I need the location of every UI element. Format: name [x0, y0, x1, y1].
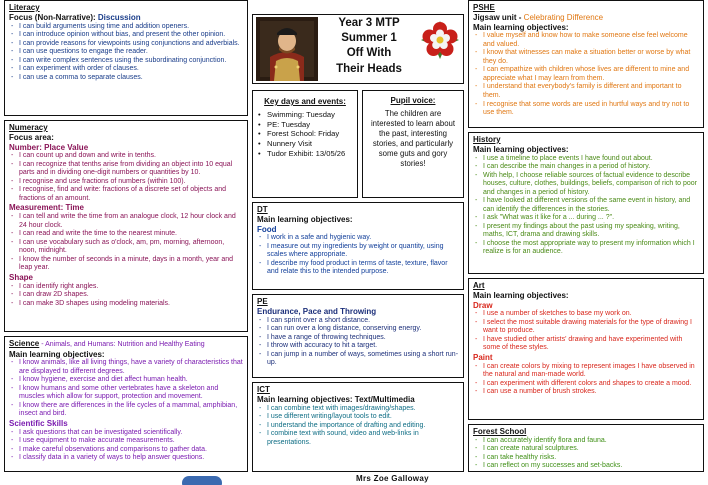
- list-item: - I ask "What was it like for a ... during ... ?".: [473, 214, 699, 223]
- pupil-voice-text: The children are interested to learn about the past, interesting stories, and particularly some guts and gory stories!: [370, 108, 456, 169]
- list-item: - I know there are differences in the life cycles of a mammal, amphibian, insect and bird.: [9, 402, 243, 419]
- science-list: [9, 359, 243, 419]
- list-item: - I recognise that some words are used in hurtful ways and try not to use them.: [473, 101, 699, 118]
- pupil-voice-title: Pupil voice:: [390, 96, 436, 105]
- list-item: - I use a timeline to place events I have found out about.: [473, 155, 699, 164]
- literacy-list: [9, 23, 243, 83]
- list-item: - I can tell and write the time from an analogue clock, 12 hour clock and 24 hour clock.: [9, 213, 243, 230]
- literacy-panel: [4, 0, 248, 116]
- list-item: - I know that witnesses can make a situation better or worse by what they do.: [473, 49, 699, 66]
- list-item: - I can accurately identify flora and fauna.: [473, 437, 699, 446]
- pshe-unit-prefix: Jigsaw unit -: [473, 12, 524, 22]
- art-section-heading: Draw: [473, 300, 493, 310]
- page-title-line: Their Heads: [336, 62, 402, 75]
- page-footer: [0, 474, 708, 485]
- list-item: - I use a number of sketches to base my work on.: [473, 310, 699, 319]
- list-item: - I can experiment with order of clauses.: [9, 65, 243, 74]
- list-item: - I can sprint over a short distance.: [257, 317, 459, 326]
- list-item: - I use equipment to make accurate measurements.: [9, 437, 243, 446]
- list-item: - I can build arguments using time and addition openers.: [9, 23, 243, 32]
- list-item: - I know humans and some other vertebrates have a skeleton and muscles which allow for support, protection and movement.: [9, 385, 243, 402]
- pe-panel: [252, 294, 464, 378]
- list-item: - I throw with accuracy to hit a target.: [257, 342, 459, 351]
- key-days-title: Key days and events:: [264, 97, 346, 106]
- dt-subheading: Food: [257, 224, 277, 234]
- list-item: • PE: Tuesday: [257, 120, 353, 130]
- art-panel: [468, 278, 704, 420]
- page-title-line: Year 3 MTP: [338, 17, 400, 29]
- science-topic: - Animals, and Humans: Nutrition and Healthy Eating: [39, 341, 205, 348]
- dt-title: DT: [257, 205, 268, 214]
- page-title: [322, 16, 416, 77]
- art-title: Art: [473, 281, 485, 290]
- list-item: - I can introduce opinion without bias, and present the other opinion.: [9, 31, 243, 40]
- science-objectives-label: Main learning objectives:: [9, 349, 105, 359]
- pshe-list: [473, 32, 699, 117]
- list-item: - I present my findings about the past using my speaking, writing, maths, ICT, drama and drawing skills.: [473, 223, 699, 240]
- numeracy-list-time: [9, 213, 243, 273]
- dt-panel: [252, 202, 464, 290]
- list-item: - I know hygiene, exercise and diet affect human health.: [9, 376, 243, 385]
- list-item: - I have a range of throwing techniques.: [257, 334, 459, 343]
- history-title: History: [473, 135, 501, 144]
- pe-list: [257, 317, 459, 368]
- list-item: - I can identify right angles.: [9, 283, 243, 292]
- portrait-image: [256, 17, 318, 81]
- list-item: - I can read and write the time to the nearest minute.: [9, 230, 243, 239]
- list-item: - I can draw 2D shapes.: [9, 291, 243, 300]
- king-portrait-icon: [256, 17, 318, 81]
- key-days-panel: [252, 90, 358, 198]
- list-item: - I can describe the main changes in a period of history.: [473, 163, 699, 172]
- pshe-objectives-label: Main learning objectives:: [473, 22, 569, 32]
- key-days-list: [257, 110, 353, 159]
- forest-school-title: Forest School: [473, 427, 527, 436]
- list-item: • Forest School: Friday: [257, 129, 353, 139]
- list-item: - I choose the most appropriate way to present my information which I realize is for an audience.: [473, 240, 699, 257]
- list-item: - I select the most suitable drawing materials for the type of drawing I want to produce.: [473, 319, 699, 336]
- list-item: - I can use vocabulary such as o'clock, am, pm, morning, afternoon, noon, midnight.: [9, 239, 243, 256]
- list-item: - I understand that everybody's family is different and important to them.: [473, 83, 699, 100]
- list-item: - I can jump in a number of ways, sometimes using a short run-up.: [257, 351, 459, 368]
- ict-title: ICT: [257, 385, 270, 394]
- list-item: - I have studied other artists' drawing and have experimented with some of these styles.: [473, 336, 699, 353]
- science-skills-list: [9, 429, 243, 463]
- history-list: [473, 155, 699, 257]
- numeracy-list-place-value: [9, 152, 243, 203]
- pshe-title: PSHE: [473, 3, 495, 12]
- list-item: - I can combine text with images/drawing/shapes.: [257, 405, 459, 414]
- list-item: • Swimming: Tuesday: [257, 110, 353, 120]
- list-item: - I can provide reasons for viewpoints using conjunctions and adverbials.: [9, 40, 243, 49]
- list-item: - I ask questions that can be investigated scientifically.: [9, 429, 243, 438]
- literacy-focus-topic: Discussion: [97, 12, 141, 22]
- literacy-title: Literacy: [9, 3, 40, 12]
- numeracy-section-heading: Measurement: Time: [9, 203, 84, 213]
- list-item: - I can experiment with different colors and shapes to create a mood.: [473, 380, 699, 389]
- numeracy-panel: [4, 120, 248, 332]
- list-item: - I can use a comma to separate clauses.: [9, 74, 243, 83]
- literacy-focus-prefix: Focus (Non-Narrative):: [9, 12, 98, 22]
- teacher-name: Mrs Zoe Galloway: [356, 474, 429, 483]
- list-item: - I combine text with sound, video and web-links in presentations.: [257, 430, 459, 447]
- ict-objectives-label: Main learning objectives: Text/Multimedia: [257, 394, 415, 404]
- list-item: - I understand the importance of drafting and editing.: [257, 422, 459, 431]
- pe-subheading: Endurance, Pace and Throwing: [257, 306, 377, 316]
- list-item: - I recognise and use fractions of numbers (within 100).: [9, 178, 243, 187]
- list-item: - I can make 3D shapes using modeling materials.: [9, 300, 243, 309]
- list-item: - I can create natural sculptures.: [473, 445, 699, 454]
- ict-list: [257, 405, 459, 448]
- list-item: - I can use a number of brush strokes.: [473, 388, 699, 397]
- list-item: - With help, I choose reliable sources of factual evidence to describe houses, culture, clothes, buildings, beliefs, comparison of rich to poor and changes in a period of history.: [473, 172, 699, 198]
- art-objectives-label: Main learning objectives:: [473, 290, 569, 300]
- list-item: - I can create colors by mixing to represent images I have observed in the natural and man-made world.: [473, 363, 699, 380]
- forest-school-list: [473, 437, 699, 471]
- dt-objectives-label: Main learning objectives:: [257, 214, 353, 224]
- page-title-line: Summer 1: [341, 32, 397, 45]
- list-item: - I describe my food product in terms of taste, texture, flavor and relate this to the intended purpose.: [257, 260, 459, 277]
- science-title: Science: [9, 339, 40, 348]
- science-header: [9, 339, 243, 350]
- list-item: - I know the number of seconds in a minute, days in a month, year and leap year.: [9, 256, 243, 273]
- science-panel: [4, 336, 248, 472]
- list-item: - I measure out my ingredients by weight or quantity, using scales where appropriate.: [257, 243, 459, 260]
- forest-school-panel: [468, 424, 704, 472]
- tudor-rose-icon: [420, 20, 460, 60]
- art-draw-list: [473, 310, 699, 353]
- list-item: • Nunnery Visit: [257, 139, 353, 149]
- list-item: - I can reflect on my successes and set-backs.: [473, 462, 699, 471]
- list-item: - I can take healthy risks.: [473, 454, 699, 463]
- pshe-unit-topic: Celebrating Difference: [523, 12, 604, 22]
- footer-logo-shape: [182, 476, 222, 485]
- list-item: - I can count up and down and write in tenths.: [9, 152, 243, 161]
- ict-panel: [252, 382, 464, 472]
- pupil-voice-panel: [362, 90, 464, 198]
- numeracy-focus-label: Focus area:: [9, 132, 54, 142]
- numeracy-section-heading: Number: Place Value: [9, 142, 89, 152]
- list-item: - I have looked at different versions of the same event in history, and can identify the differences in the stories.: [473, 197, 699, 214]
- list-item: - I use different writing/layout tools to edit.: [257, 413, 459, 422]
- list-item: - I value myself and know how to make someone else feel welcome and valued.: [473, 32, 699, 49]
- dt-list: [257, 234, 459, 277]
- list-item: - I can run over a long distance, conserving energy.: [257, 325, 459, 334]
- pshe-panel: [468, 0, 704, 128]
- art-section-heading: Paint: [473, 352, 493, 362]
- list-item: - I know animals, like all living things, have a variety of characteristics that are displayed to different degrees.: [9, 359, 243, 376]
- tudor-rose-svg: [420, 20, 460, 60]
- history-panel: [468, 132, 704, 274]
- numeracy-list-shape: [9, 283, 243, 309]
- list-item: - I classify data in a variety of ways to help answer questions.: [9, 454, 243, 463]
- list-item: - I work in a safe and hygienic way.: [257, 234, 459, 243]
- page-title-line: Off With: [346, 47, 392, 60]
- list-item: - I can empathize with children whose lives are different to mine and appreciate what I may learn from them.: [473, 66, 699, 83]
- list-item: - I can recognize that tenths arise from dividing an object into 10 equal parts and in dividing one-digit numbers or quantities by 10.: [9, 161, 243, 178]
- list-item: • Tudor Exhibit: 13/05/26: [257, 149, 353, 159]
- numeracy-title: Numeracy: [9, 123, 48, 132]
- list-item: - I recognise, find and write: fractions of a discrete set of objects and fractions of an amount.: [9, 186, 243, 203]
- pshe-unit: [473, 13, 699, 23]
- list-item: - I can write complex sentences using the subordinating conjunction.: [9, 57, 243, 66]
- list-item: - I make careful observations and comparisons to gather data.: [9, 446, 243, 455]
- science-skills-heading: Scientific Skills: [9, 419, 68, 428]
- art-paint-list: [473, 363, 699, 397]
- history-objectives-label: Main learning objectives:: [473, 144, 569, 154]
- numeracy-section-heading: Shape: [9, 272, 34, 282]
- list-item: - I can use questions to engage the reader.: [9, 48, 243, 57]
- pe-title: PE: [257, 297, 268, 306]
- literacy-focus: [9, 13, 243, 23]
